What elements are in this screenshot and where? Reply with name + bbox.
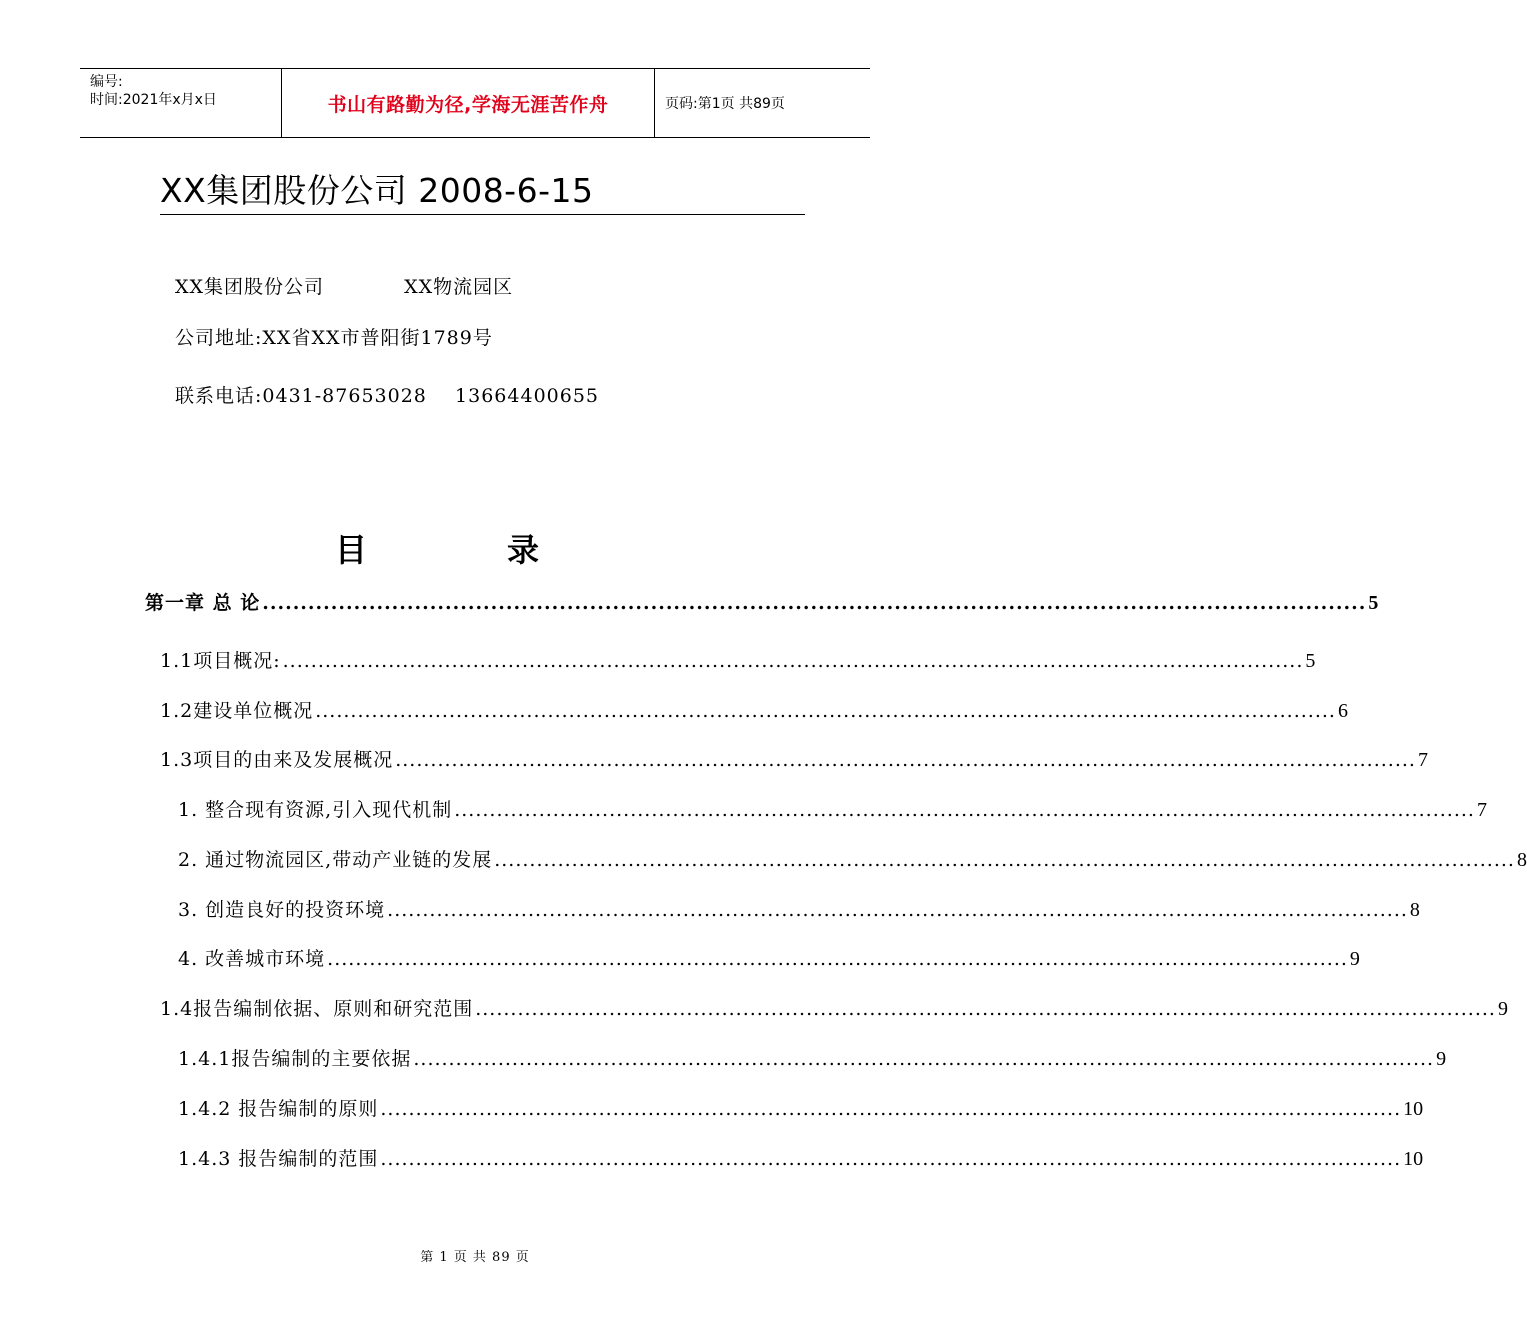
toc-entry[interactable]: 1.2建设单位概况 ................................................................................................................................................. 6	[160, 696, 806, 723]
toc-entry-page: 10	[1403, 1098, 1424, 1120]
toc-entry-label: 1.4.1报告编制的主要依据	[178, 1048, 412, 1070]
toc-entry-page: 5	[1368, 592, 1379, 614]
company-phone: 联系电话:0431-87653028 13664400655	[175, 385, 600, 407]
toc-entry[interactable]: 3. 创造良好的投资环境 ................................................................................................................................................. 8	[178, 895, 806, 922]
page-header	[80, 68, 870, 138]
toc-entry-page: 9	[1497, 998, 1508, 1020]
toc-entry-label: 1.2建设单位概况	[160, 700, 314, 722]
toc-heading	[335, 525, 539, 571]
toc-entry[interactable]: 1.4报告编制依据、原则和研究范围 ................................................................................................................................................. 9	[160, 994, 806, 1021]
toc-entry-page: 8	[1409, 899, 1420, 921]
park-name: XX物流园区	[404, 276, 514, 298]
toc-entry-label: 2. 通过物流园区,带动产业链的发展	[178, 849, 493, 871]
toc-entry[interactable]: 1. 整合现有资源,引入现代机制 ................................................................................................................................................. 7	[178, 795, 806, 822]
toc-entry-label: 4. 改善城市环境	[178, 948, 326, 970]
toc-entry[interactable]: 1.4.2 报告编制的原则 ................................................................................................................................................. 10	[178, 1094, 806, 1121]
toc-heading-left: 目	[335, 531, 368, 569]
toc-entry-label: 1.3项目的由来及发展概况	[160, 749, 394, 771]
page-footer: 第 1 页 共 89 页	[420, 1250, 530, 1265]
toc-entry[interactable]: 1.4.3 报告编制的范围 ................................................................................................................................................. 10	[178, 1144, 806, 1171]
toc-entry-page: 8	[1516, 849, 1527, 871]
time-label: 时间:2021年x月x日	[90, 92, 217, 108]
toc-entry-label: 3. 创造良好的投资环境	[178, 899, 386, 921]
document-title: XX集团股份公司 2008-6-15	[160, 168, 805, 215]
toc-entry[interactable]: 2. 通过物流园区,带动产业链的发展 ................................................................................................................................................. 8	[178, 845, 806, 872]
toc-entry-label: 1.1项目概况:	[160, 650, 281, 672]
company-name: XX集团股份公司	[175, 276, 325, 298]
toc-entry[interactable]: 1.3项目的由来及发展概况 ................................................................................................................................................. 7	[160, 745, 806, 772]
header-page-label: 页码:第1页 共89页	[665, 96, 785, 112]
toc-entry-page: 7	[1417, 749, 1428, 771]
toc-entry[interactable]: 第一章 总 论 ................................................................................................................................................. 5	[145, 588, 806, 615]
header-motto: 书山有路勤为径,学海无涯苦作舟	[281, 69, 655, 137]
toc-entry[interactable]: 1.1项目概况: ................................................................................................................................................. 5	[160, 646, 806, 673]
toc-entry-label: 1.4报告编制依据、原则和研究范围	[160, 998, 474, 1020]
toc-entry-label: 1.4.2 报告编制的原则	[178, 1098, 379, 1120]
toc-heading-right: 录	[507, 531, 540, 569]
toc-entry-page: 10	[1403, 1148, 1424, 1170]
toc-entry[interactable]: 1.4.1报告编制的主要依据 ................................................................................................................................................. 9	[178, 1044, 806, 1071]
toc-entry-label: 第一章 总 论	[145, 592, 261, 614]
header-meta	[80, 69, 281, 137]
toc-entry-page: 5	[1305, 650, 1316, 672]
toc-entry-label: 1. 整合现有资源,引入现代机制	[178, 799, 453, 821]
toc-entry-page: 9	[1436, 1048, 1447, 1070]
toc-entry-page: 9	[1349, 948, 1360, 970]
company-line	[175, 272, 513, 299]
toc-entry-page: 6	[1337, 700, 1348, 722]
number-label: 编号:	[90, 74, 123, 90]
toc-entry-label: 1.4.3 报告编制的范围	[178, 1148, 379, 1170]
company-address: 公司地址:XX省XX市普阳街1789号	[175, 327, 493, 349]
toc-entry-page: 7	[1476, 799, 1487, 821]
toc-entry[interactable]: 4. 改善城市环境 ................................................................................................................................................. 9	[178, 944, 806, 971]
